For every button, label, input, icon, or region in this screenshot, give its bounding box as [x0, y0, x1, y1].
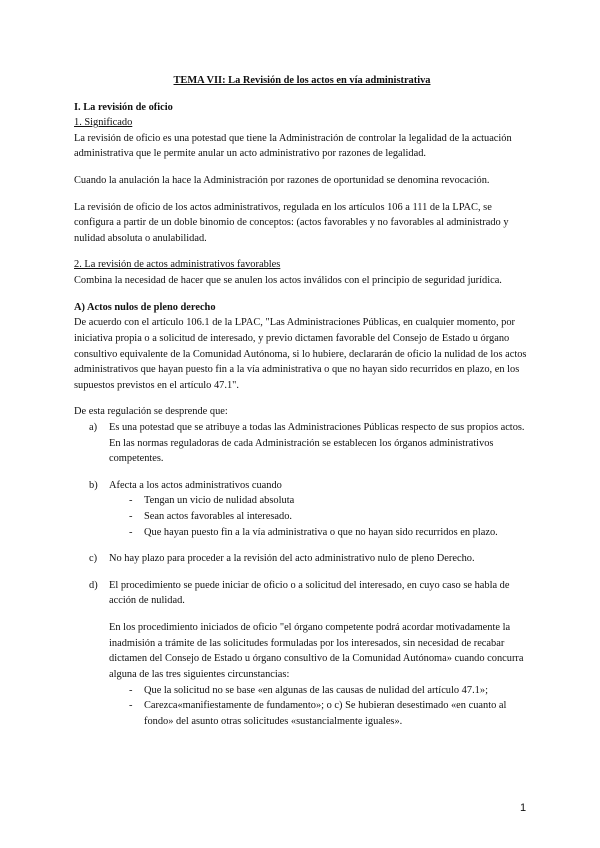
paragraph: La revisión de oficio de los actos administrativos, regulada en los artículos 106 a 111 de la LPAC, se configura a partir de un doble binomio de conceptos: (actos favorables y no favorables al administrado y nulidad absoluta o anulabilidad. — [74, 201, 509, 244]
sub-list-item — [74, 683, 530, 699]
paragraph: Combina la necesidad de hacer que se anulen los actos inválidos con el principio de seguridad jurídica. — [74, 275, 502, 287]
subsection-heading: 1. Significado — [74, 117, 133, 129]
sub-list-item — [74, 493, 530, 509]
list-item-label: a) — [89, 421, 98, 433]
sub-list-item — [74, 525, 530, 541]
dash-bullet: - — [129, 526, 133, 538]
dash-bullet: - — [129, 700, 133, 712]
sub-list-item-text: Que hayan puesto fin a la vía administrativa o que no hayan sido recurridos en plazo. — [144, 526, 498, 538]
list-item-label: c) — [89, 553, 98, 565]
paragraph: De esta regulación se desprende que: — [74, 406, 228, 418]
sub-list-item — [74, 509, 530, 525]
document-body — [74, 73, 530, 729]
sub-list-item — [74, 698, 530, 729]
list-item-text: Afecta a los actos administrativos cuando — [109, 479, 282, 491]
dash-bullet: - — [129, 684, 133, 696]
list-item-text: No hay plazo para proceder a la revisión del acto administrativo nulo de pleno Derecho. — [109, 553, 475, 565]
paragraph: De acuerdo con el artículo 106.1 de la LPAC, "Las Administraciones Públicas, en cualquier momento, por iniciativa propia o a solicitud de interesado, y previo dictamen favorable del Consejo de Estado u órgano consultivo equivalente de la Comunidad Autónoma, si lo hubiere, declararán de oficio la nulidad de los actos administrativos que hayan puesto fin a la vía administrativa o que no hayan sido recurridos en plazo, en los supuestos previstos en el artículo 47.1". — [74, 317, 527, 391]
subheading-a: A) Actos nulos de pleno derecho — [74, 301, 216, 313]
sub-list-item-text: Tengan un vicio de nulidad absoluta — [144, 495, 295, 507]
page-number: 1 — [520, 802, 527, 814]
dash-bullet: - — [129, 495, 133, 507]
list-item-text: El procedimiento se puede iniciar de oficio o a solicitud del interesado, en cuyo caso se habla de acción de nulidad. — [109, 579, 510, 607]
list-item — [74, 551, 530, 567]
sub-list-item-text: Que la solicitud no se base «en algunas de las causas de nulidad del artículo 47.1»; — [144, 684, 488, 696]
list-item — [74, 420, 530, 467]
list-item-label: b) — [89, 479, 98, 491]
section-heading: I. La revisión de oficio — [74, 101, 173, 113]
sub-list-item-text: Carezca«manifiestamente de fundamento»; o c) Se hubieran desestimado «en cuanto al fondo» del asunto otras solicitudes «sustancialmente iguales». — [144, 700, 507, 727]
sub-list-item-text: Sean actos favorables al interesado. — [144, 511, 293, 523]
paragraph: En los procedimiento iniciados de oficio "el órgano competente podrá acordar motivadamente la inadmisión a trámite de las solicitudes formuladas por los interesados, sin necesidad de recabar dictamen del Consejo de Estado u órgano consultivo de la Comunidad Autónoma» cuando concurra alguna de las tres siguientes circunstancias: — [109, 622, 524, 680]
paragraph: La revisión de oficio es una potestad que tiene la Administración de controlar la legalidad de la actuación administrativa que le permite anular un acto administrativo por razones de legalidad. — [74, 132, 512, 160]
paragraph: Cuando la anulación la hace la Administración por razones de oportunidad se denomina revocación. — [74, 175, 490, 187]
list-item-label: d) — [89, 579, 98, 591]
list-item — [74, 578, 530, 609]
list-item-text: Es una potestad que se atribuye a todas las Administraciones Públicas respecto de sus propios actos. En las normas reguladoras de cada Administración se establecen los órganos administrativos competentes. — [109, 421, 525, 465]
document-title: TEMA VII: La Revisión de los actos en vía administrativa — [173, 75, 431, 86]
subsection-heading: 2. La revisión de actos administrativos favorables — [74, 259, 281, 271]
list-item — [74, 478, 530, 494]
dash-bullet: - — [129, 511, 133, 523]
